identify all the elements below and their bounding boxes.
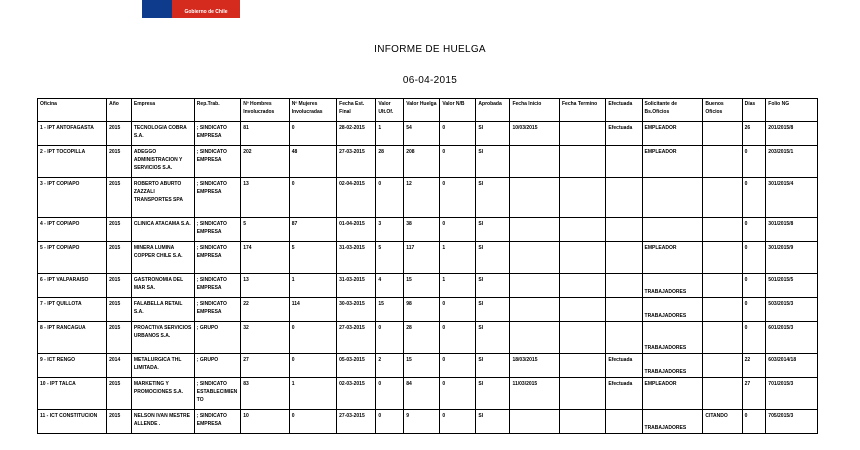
table-cell: 7 - IPT QUILLOTA: [38, 298, 107, 322]
table-cell: 0: [440, 178, 476, 218]
table-row: [38, 378, 818, 410]
table-cell: CITANDO: [703, 410, 742, 434]
table-cell: 2015: [107, 298, 132, 322]
table-cell: [606, 178, 642, 218]
col-header: Nº Mujeres Involucradas: [289, 99, 336, 122]
table-cell: 201/2015/8: [766, 122, 818, 146]
table-cell: SI: [476, 242, 510, 274]
table-cell: 1: [289, 378, 336, 410]
table-cell: 18/03/2015: [510, 354, 560, 378]
table-cell: 501/2015/5: [766, 274, 818, 298]
table-cell: 81: [241, 122, 289, 146]
table-cell: 174: [241, 242, 289, 274]
table-cell: 10: [241, 410, 289, 434]
table-cell: ; SINDICATO EMPRESA: [194, 410, 240, 434]
col-header: Efectuada: [606, 99, 642, 122]
table-cell: [606, 298, 642, 322]
table-cell: [510, 322, 560, 354]
table-cell: 202: [241, 146, 289, 178]
table-cell: MINERA LUMINA COPPER CHILE S.A.: [131, 242, 194, 274]
table-body: [38, 122, 818, 434]
table-cell: 2015: [107, 146, 132, 178]
table-cell: 28: [404, 322, 440, 354]
table-cell: 38: [404, 218, 440, 242]
table-cell: METALURGICA THL LIMITADA.: [131, 354, 194, 378]
table-cell: 0: [440, 410, 476, 434]
col-header: Solicitante de Bs.Oficios: [642, 99, 703, 122]
table-cell: 31-03-2015: [337, 242, 376, 274]
table-cell: 3: [376, 218, 404, 242]
table-cell: 0: [440, 122, 476, 146]
table-cell: 01-04-2015: [337, 218, 376, 242]
table-cell: [559, 298, 605, 322]
strike-report-table: [37, 98, 818, 434]
table-cell: 6 - IPT VALPARAISO: [38, 274, 107, 298]
table-cell: TECNOLOGIA COBRA S.A.: [131, 122, 194, 146]
table-cell: [606, 146, 642, 178]
table-cell: 0: [376, 322, 404, 354]
table-cell: [642, 218, 703, 242]
table-cell: 28: [376, 146, 404, 178]
col-header: Buenos Oficios: [703, 99, 742, 122]
table-cell: [510, 178, 560, 218]
table-cell: 2015: [107, 242, 132, 274]
table-cell: TRABAJADORES: [642, 298, 703, 322]
logo-blue-block: [142, 0, 172, 18]
table-cell: 0: [440, 322, 476, 354]
table-cell: 301/2015/9: [766, 242, 818, 274]
table-cell: 0: [440, 378, 476, 410]
table-cell: 87: [289, 218, 336, 242]
table-row: [38, 410, 818, 434]
table-cell: SI: [476, 274, 510, 298]
table-row: [38, 218, 818, 242]
table-cell: 0: [289, 178, 336, 218]
table-cell: 1: [289, 274, 336, 298]
table-cell: 117: [404, 242, 440, 274]
table-cell: 10/03/2015: [510, 122, 560, 146]
table-row: [38, 322, 818, 354]
table-cell: 15: [376, 298, 404, 322]
col-header: Días: [742, 99, 766, 122]
table-cell: Efectuada: [606, 354, 642, 378]
table-cell: SI: [476, 218, 510, 242]
table-cell: MARKETING Y PROMOCIONES S.A.: [131, 378, 194, 410]
table-cell: 0: [742, 178, 766, 218]
table-cell: 2015: [107, 322, 132, 354]
table-cell: [606, 322, 642, 354]
table-cell: 12: [404, 178, 440, 218]
table-cell: SI: [476, 354, 510, 378]
table-cell: ; SINDICATO EMPRESA: [194, 178, 240, 218]
table-cell: 15: [404, 274, 440, 298]
table-cell: 5: [289, 242, 336, 274]
table-cell: 0: [289, 354, 336, 378]
col-header: Fecha Est. Final: [337, 99, 376, 122]
table-cell: GASTRONOMIA DEL MAR SA.: [131, 274, 194, 298]
table-cell: 0: [742, 410, 766, 434]
table-cell: [606, 274, 642, 298]
table-cell: 98: [404, 298, 440, 322]
col-header: Valor Ult.Of.: [376, 99, 404, 122]
table-cell: 2015: [107, 410, 132, 434]
col-header: Oficina: [38, 99, 107, 122]
table-cell: 2015: [107, 218, 132, 242]
table-cell: ; GRUPO: [194, 354, 240, 378]
table-cell: 301/2015/4: [766, 178, 818, 218]
table-cell: 27-03-2015: [337, 322, 376, 354]
table-cell: 0: [440, 298, 476, 322]
table-cell: 114: [289, 298, 336, 322]
table-cell: 05-03-2015: [337, 354, 376, 378]
table-cell: 22: [241, 298, 289, 322]
report-title: INFORME DE HUELGA: [374, 44, 486, 55]
table-cell: 9 - ICT RENGO: [38, 354, 107, 378]
table-cell: SI: [476, 122, 510, 146]
report-date: 06-04-2015: [402, 75, 458, 86]
table-cell: TRABAJADORES: [642, 354, 703, 378]
table-cell: 1 - IPT ANTOFAGASTA: [38, 122, 107, 146]
col-header: Valor N/B: [440, 99, 476, 122]
table-cell: ; SINDICATO EMPRESA: [194, 298, 240, 322]
table-cell: 27-03-2015: [337, 410, 376, 434]
table-cell: EMPLEADOR: [642, 146, 703, 178]
table-cell: 0: [289, 410, 336, 434]
table-cell: [559, 274, 605, 298]
table-cell: 83: [241, 378, 289, 410]
table-cell: 203/2015/1: [766, 146, 818, 178]
table-cell: ; SINDICATO EMPRESA: [194, 242, 240, 274]
table-cell: 4: [376, 274, 404, 298]
table-cell: [559, 410, 605, 434]
table-cell: 0: [742, 298, 766, 322]
table-cell: [559, 322, 605, 354]
table-cell: 2014: [107, 354, 132, 378]
table-cell: ADEGGO ADMINISTRACION Y SERVICIOS S.A.: [131, 146, 194, 178]
table-cell: 10 - IPT TALCA: [38, 378, 107, 410]
table-cell: 32: [241, 322, 289, 354]
table-cell: 0: [376, 178, 404, 218]
table-cell: 0: [289, 322, 336, 354]
table-cell: 02-03-2015: [337, 378, 376, 410]
table-cell: 11 - ICT CONSTITUCION: [38, 410, 107, 434]
table-cell: TRABAJADORES: [642, 274, 703, 298]
table-cell: 503/2015/3: [766, 298, 818, 322]
table-row: [38, 274, 818, 298]
table-cell: NELSON IVAN MESTRE ALLENDE .: [131, 410, 194, 434]
table-cell: ; SINDICATO EMPRESA: [194, 122, 240, 146]
table-cell: 0: [376, 410, 404, 434]
table-cell: ; GRUPO: [194, 322, 240, 354]
table-cell: 5 - IPT COPIAPO: [38, 242, 107, 274]
table-cell: ; SINDICATO EMPRESA: [194, 218, 240, 242]
table-cell: 54: [404, 122, 440, 146]
col-header: Rep.Trab.: [194, 99, 240, 122]
table-cell: [703, 322, 742, 354]
table-cell: 0: [289, 122, 336, 146]
table-cell: 0: [742, 242, 766, 274]
table-cell: 2: [376, 354, 404, 378]
table-cell: 9: [404, 410, 440, 434]
table-cell: FALABELLA RETAIL S.A.: [131, 298, 194, 322]
table-cell: 5: [241, 218, 289, 242]
table-header-row: [38, 99, 818, 122]
table-cell: [559, 178, 605, 218]
col-header: Aprobada: [476, 99, 510, 122]
table-cell: [703, 218, 742, 242]
table-cell: 208: [404, 146, 440, 178]
table-cell: [559, 218, 605, 242]
logo-text: Gobierno de Chile: [184, 9, 228, 15]
table-cell: 27: [241, 354, 289, 378]
table-row: [38, 242, 818, 274]
table-cell: [703, 298, 742, 322]
table-cell: 27: [742, 378, 766, 410]
table-cell: [510, 274, 560, 298]
table-cell: [606, 218, 642, 242]
table-cell: [510, 146, 560, 178]
table-cell: 4 - IPT COPIAPO: [38, 218, 107, 242]
table-cell: 31-03-2015: [337, 274, 376, 298]
government-logo: [142, 0, 240, 18]
table-cell: [642, 178, 703, 218]
table-cell: 13: [241, 274, 289, 298]
table-cell: 3 - IPT COPIAPO: [38, 178, 107, 218]
table-cell: 11/03/2015: [510, 378, 560, 410]
table-cell: [703, 378, 742, 410]
table-cell: ; SINDICATO ESTABLECIMIENTO: [194, 378, 240, 410]
table-cell: 705/2015/3: [766, 410, 818, 434]
table-cell: [703, 178, 742, 218]
table-cell: 13: [241, 178, 289, 218]
table-cell: EMPLEADOR: [642, 378, 703, 410]
table-cell: 22: [742, 354, 766, 378]
table-cell: [703, 354, 742, 378]
table-cell: ; SINDICATO EMPRESA: [194, 146, 240, 178]
table-cell: [510, 242, 560, 274]
col-header: Fecha Inicio: [510, 99, 560, 122]
table-row: [38, 298, 818, 322]
table-cell: 1: [440, 242, 476, 274]
table-cell: 02-04-2015: [337, 178, 376, 218]
table-cell: [703, 274, 742, 298]
table-row: [38, 146, 818, 178]
col-header: Empresa: [131, 99, 194, 122]
table-cell: EMPLEADOR: [642, 242, 703, 274]
table-cell: SI: [476, 410, 510, 434]
table-cell: [510, 298, 560, 322]
table-cell: [510, 410, 560, 434]
table-cell: SI: [476, 378, 510, 410]
col-header: Valor Huelga: [404, 99, 440, 122]
table-cell: 28-02-2015: [337, 122, 376, 146]
table-cell: Efectuada: [606, 122, 642, 146]
table-cell: 1: [440, 274, 476, 298]
table-cell: PROACTIVA SERVICIOS URBANOS S.A.: [131, 322, 194, 354]
table-cell: [559, 378, 605, 410]
table-cell: SI: [476, 298, 510, 322]
col-header: Año: [107, 99, 132, 122]
table-cell: 0: [742, 274, 766, 298]
table-cell: 603/2014/18: [766, 354, 818, 378]
table-cell: SI: [476, 322, 510, 354]
table-cell: 0: [742, 322, 766, 354]
table-cell: Efectuada: [606, 378, 642, 410]
table-cell: 701/2015/3: [766, 378, 818, 410]
table-cell: [559, 146, 605, 178]
table-cell: [559, 354, 605, 378]
table-cell: [559, 122, 605, 146]
table-cell: 301/2015/8: [766, 218, 818, 242]
table-cell: 2015: [107, 178, 132, 218]
table-cell: 0: [742, 218, 766, 242]
table-cell: 0: [440, 218, 476, 242]
col-header: Folio NG: [766, 99, 818, 122]
table-cell: 48: [289, 146, 336, 178]
table-cell: 84: [404, 378, 440, 410]
table-cell: 601/2015/3: [766, 322, 818, 354]
table-cell: [606, 410, 642, 434]
table-cell: SI: [476, 178, 510, 218]
table-cell: [559, 242, 605, 274]
table-cell: 15: [404, 354, 440, 378]
col-header: Fecha Termino: [559, 99, 605, 122]
table-row: [38, 178, 818, 218]
table-cell: 2015: [107, 378, 132, 410]
table-row: [38, 354, 818, 378]
table-cell: 27-03-2015: [337, 146, 376, 178]
table-cell: 1: [376, 122, 404, 146]
table-cell: [510, 218, 560, 242]
table-cell: [703, 146, 742, 178]
table-cell: 2015: [107, 274, 132, 298]
table-cell: 2 - IPT TOCOPILLA: [38, 146, 107, 178]
table-cell: 8 - IPT RANCAGUA: [38, 322, 107, 354]
table-cell: 0: [440, 146, 476, 178]
table-cell: 0: [376, 378, 404, 410]
table-cell: 0: [440, 354, 476, 378]
table-cell: TRABAJADORES: [642, 322, 703, 354]
table-cell: ROBERTO ABURTO ZAZZALI TRANSPORTES SPA: [131, 178, 194, 218]
table-cell: [703, 242, 742, 274]
table-cell: EMPLEADOR: [642, 122, 703, 146]
table-cell: 5: [376, 242, 404, 274]
table-cell: 2015: [107, 122, 132, 146]
table-cell: 30-03-2015: [337, 298, 376, 322]
table-cell: CLINICA ATACAMA S.A.: [131, 218, 194, 242]
col-header: Nº Hombres Involucrados: [241, 99, 289, 122]
table-cell: [606, 242, 642, 274]
table-row: [38, 122, 818, 146]
table-cell: SI: [476, 146, 510, 178]
table-cell: 26: [742, 122, 766, 146]
table-cell: 0: [742, 146, 766, 178]
table-cell: [703, 122, 742, 146]
table-cell: TRABAJADORES: [642, 410, 703, 434]
table-cell: ; SINDICATO EMPRESA: [194, 274, 240, 298]
